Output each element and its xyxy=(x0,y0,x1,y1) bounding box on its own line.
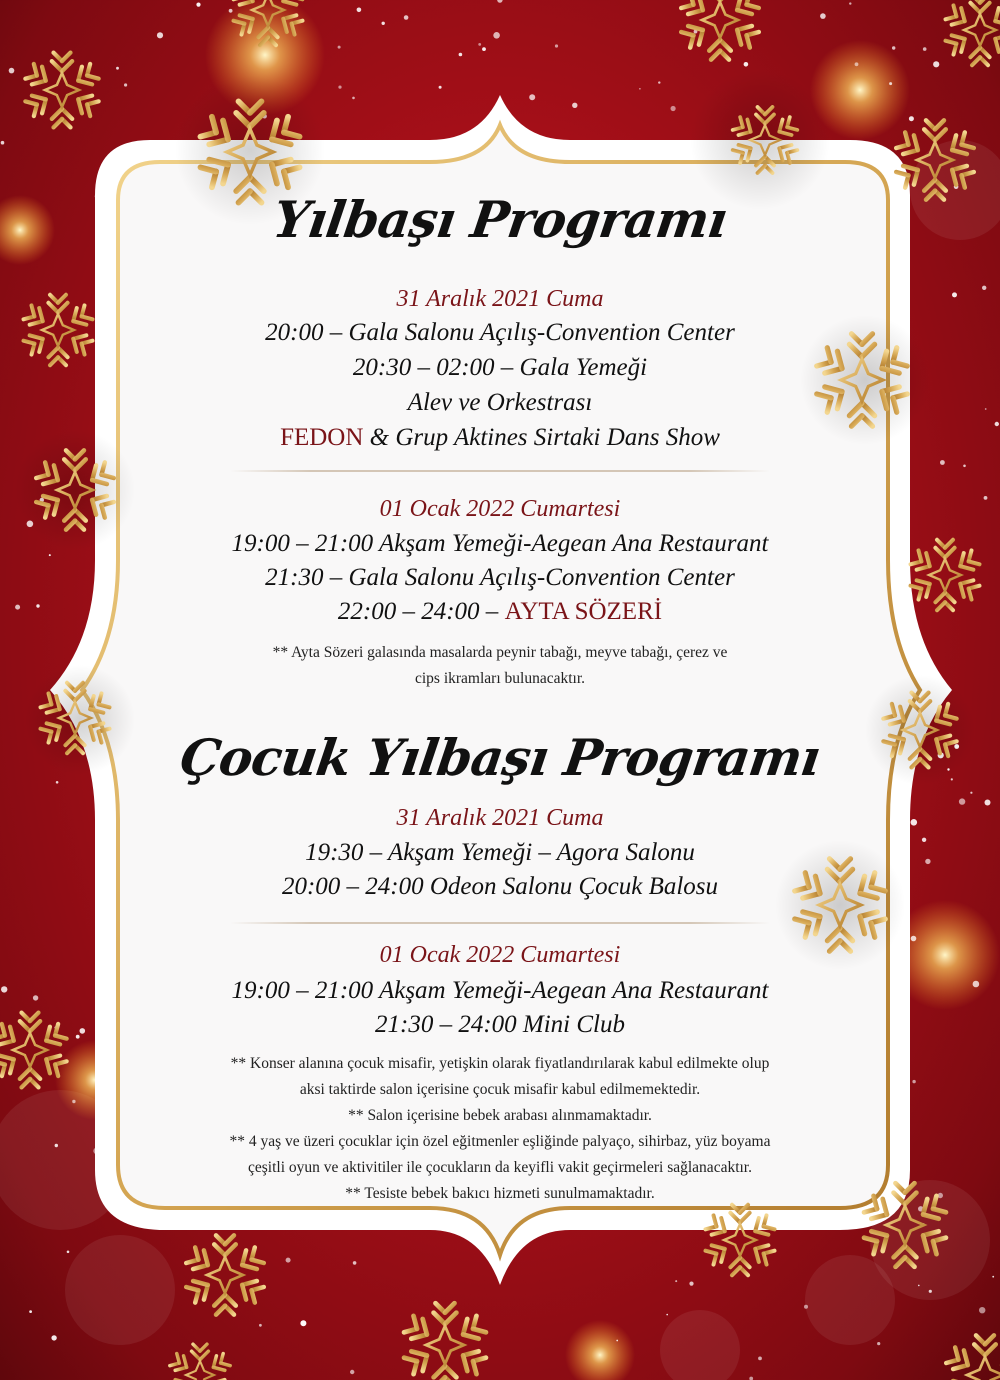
kids-note: ** 4 yaş ve üzeri çocuklar için özel eğitmenler eşliğinde palyaço, sihirbaz, yüz boyama xyxy=(229,1133,771,1150)
section-divider xyxy=(230,470,770,472)
kids-day1-item: 19:30 – Akşam Yemeği – Agora Salonu xyxy=(305,839,695,866)
kids-day2-item: 21:30 – 24:00 Mini Club xyxy=(375,1011,625,1038)
new-year-day1-item: Alev ve Orkestrası xyxy=(407,389,593,416)
kids-note: aksi taktirde salon içerisine çocuk misafir kabul edilmemektedir. xyxy=(299,1081,701,1098)
show-text: & Grup Aktines Sirtaki Dans Show xyxy=(363,424,720,451)
new-year-day2-item: 19:00 – 21:00 Akşam Yemeği-Aegean Ana Restaurant xyxy=(231,530,769,557)
new-year-title: Yılbaşı Programı xyxy=(269,190,731,249)
kids-day1-date: 31 Aralık 2021 Cuma xyxy=(396,805,604,831)
new-year-day1-show xyxy=(0,424,1000,452)
new-year-day2-ayta xyxy=(0,598,1000,626)
new-year-day2-date: 01 Ocak 2022 Cumartesi xyxy=(379,496,621,522)
fedon-highlight: FEDON xyxy=(280,424,364,451)
ayta-highlight: AYTA SÖZERİ xyxy=(504,598,663,625)
kids-day2-item: 19:00 – 21:00 Akşam Yemeği-Aegean Ana Restaurant xyxy=(231,977,769,1004)
new-year-day1-item: 20:30 – 02:00 – Gala Yemeği xyxy=(352,354,648,381)
new-year-day1-date: 31 Aralık 2021 Cuma xyxy=(396,286,604,312)
ayta-time: 22:00 – 24:00 – xyxy=(337,598,505,625)
new-year-day2-item: 21:30 – Gala Salonu Açılış-Convention Center xyxy=(265,564,735,591)
kids-title: Çocuk Yılbaşı Programı xyxy=(176,728,824,787)
kids-note: ** Konser alanına çocuk misafir, yetişkin olarak fiyatlandırılarak kabul edilmekte olup xyxy=(230,1055,770,1072)
new-year-note: ** Ayta Sözeri galasında masalarda peynir tabağı, meyve tabağı, çerez ve xyxy=(272,644,728,661)
kids-note: ** Tesiste bebek bakıcı hizmeti sunulmamaktadır. xyxy=(345,1185,655,1202)
kids-note: ** Salon içerisine bebek arabası alınmamaktadır. xyxy=(348,1107,652,1124)
new-year-day1-item: 20:00 – Gala Salonu Açılış-Convention Center xyxy=(265,319,735,346)
kids-note: çeşitli oyun ve aktivitiler ile çocukların da keyifli vakit geçirmeleri sağlanacaktır. xyxy=(248,1159,752,1176)
kids-day1-item: 20:00 – 24:00 Odeon Salonu Çocuk Balosu xyxy=(281,873,719,900)
kids-day2-date: 01 Ocak 2022 Cumartesi xyxy=(379,942,621,968)
section-divider xyxy=(230,922,770,924)
new-year-note: cips ikramları bulunacaktır. xyxy=(414,670,585,687)
